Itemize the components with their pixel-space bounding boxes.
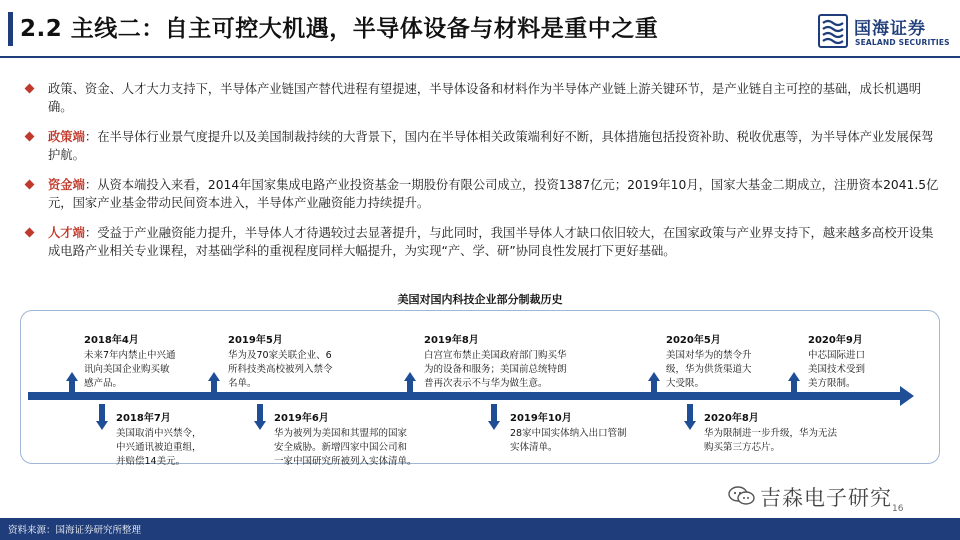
timeline-event-2018-04 (84, 334, 176, 391)
header-bar (0, 0, 960, 58)
event-date: 2019年10月 (510, 413, 572, 424)
timeline-arrowhead (900, 386, 914, 406)
bullet-keyword: 政策端 (48, 130, 85, 144)
bullet-text: 受益于产业融资能力提升，半导体人才待遇较过去显著提升，与此同时，我国半导体人才缺口依旧较大，在国家政策与产业界支持下，越来越多高校开设集成电路产业相关专业课程，对基础学科的重视程度同样大幅提升，为实现“产、学、研”协同良性发展打下更好基础。 (48, 226, 934, 258)
wechat-watermark (728, 482, 938, 512)
event-date: 2018年7月 (116, 413, 171, 424)
event-description: 中芯国际进口 美国技术受到 美方限制。 (808, 350, 866, 389)
event-date: 2020年9月 (808, 335, 863, 346)
timeline-event-2018-07 (116, 412, 202, 469)
page-title: 2.2 主线二：自主可控大机遇，半导体设备与材料是重中之重 (20, 16, 659, 42)
up-arrow-icon (66, 372, 78, 398)
title-accent-bar (8, 12, 13, 46)
down-arrow-icon (96, 404, 108, 430)
event-description: 美国取消中兴禁令， 中兴通讯被迫重组， 并赔偿14美元。 (116, 428, 202, 467)
event-description: 28家中国实体纳入出口管制 实体清单。 (510, 428, 627, 453)
bullet-item-summary (24, 80, 940, 116)
bullet-keyword-separator: ： (84, 178, 98, 192)
bullet-item-talent (24, 224, 940, 260)
event-description: 华为限制进一步升级，华为无法 购买第三方芯片。 (704, 428, 838, 453)
timeline-event-2019-08 (424, 334, 567, 391)
logo-english-name: SEALAND SECURITIES (855, 38, 950, 47)
diamond-bullet-icon (25, 180, 35, 190)
diamond-bullet-icon (25, 228, 35, 238)
bullet-keyword: 资金端 (48, 178, 85, 192)
bullet-item-policy (24, 128, 940, 164)
diamond-bullet-icon (25, 84, 35, 94)
event-date: 2020年5月 (666, 335, 721, 346)
event-date: 2018年4月 (84, 335, 139, 346)
timeline-event-2019-05 (228, 334, 333, 391)
footer-bar (0, 518, 960, 540)
sealand-logo-icon (818, 14, 848, 48)
down-arrow-icon (488, 404, 500, 430)
wechat-icon (728, 486, 756, 506)
watermark-text: 吉森电子研究 (760, 486, 892, 510)
logo-chinese-name: 国海证券 (854, 19, 926, 39)
down-arrow-icon (254, 404, 266, 430)
bullet-text: 在半导体行业景气度提升以及美国制裁持续的大背景下，国内在半导体相关政策端利好不断，具体措施包括投资补助、税收优惠等，为半导体产业发展保驾护航。 (48, 130, 934, 162)
timeline-event-2019-06 (274, 412, 417, 469)
bullet-text: 从资本端投入来看，2014年国家集成电路产业投资基金一期股份有限公司成立，投资1387亿元；2019年10月，国家大基金二期成立，注册资本2041.5亿元，国家产业基金带动民间资本进入，半导体产业融资能力持续提升。 (48, 178, 939, 210)
event-date: 2019年8月 (424, 335, 479, 346)
event-date: 2019年5月 (228, 335, 283, 346)
bullet-keyword-separator: ： (84, 226, 98, 240)
title-divider (0, 56, 960, 58)
up-arrow-icon (404, 372, 416, 398)
event-date: 2020年8月 (704, 413, 759, 424)
event-description: 华为被列为美国和其盟邦的国家 安全威胁。新增四家中国公司和 一家中国研究所被列入实体清单。 (274, 428, 417, 467)
event-description: 美国对华为的禁令升 级，华为供货渠道大 大受限。 (666, 350, 752, 389)
bullet-list (24, 80, 940, 272)
timeline-event-2020-09 (808, 334, 865, 391)
event-description: 白宫宣布禁止美国政府部门购买华 为的设备和服务；美国前总统特朗 普再次表示不与华为做生意。 (424, 350, 567, 389)
timeline-event-2020-08 (704, 412, 837, 455)
up-arrow-icon (208, 372, 220, 398)
source-note: 资料来源：国海证券研究所整理 (8, 525, 142, 536)
bullet-keyword-separator: ： (84, 130, 98, 144)
up-arrow-icon (788, 372, 800, 398)
timeline-event-2020-05 (666, 334, 752, 391)
diamond-bullet-icon (25, 132, 35, 142)
bullet-keyword: 人才端 (48, 226, 85, 240)
up-arrow-icon (648, 372, 660, 398)
event-description: 未来7年内禁止中兴通 讯向美国企业购买敏 感产品。 (84, 350, 176, 389)
timeline-event-2019-10 (510, 412, 627, 455)
bullet-text: 政策、资金、人才大力支持下，半导体产业链国产替代进程有望提速，半导体设备和材料作为半导体产业链上游关键环节，是产业链自主可控的基础，成长机遇明确。 (48, 82, 922, 114)
company-logo (818, 14, 952, 50)
event-date: 2019年6月 (274, 413, 329, 424)
bullet-item-capital (24, 176, 940, 212)
down-arrow-icon (684, 404, 696, 430)
timeline-bar (28, 392, 900, 400)
event-description: 华为及70家关联企业、6 所科技类高校被列入禁令 名单。 (228, 350, 333, 389)
page-number: 16 (892, 504, 904, 514)
timeline-title: 美国对国内科技企业部分制裁历史 (397, 293, 563, 306)
